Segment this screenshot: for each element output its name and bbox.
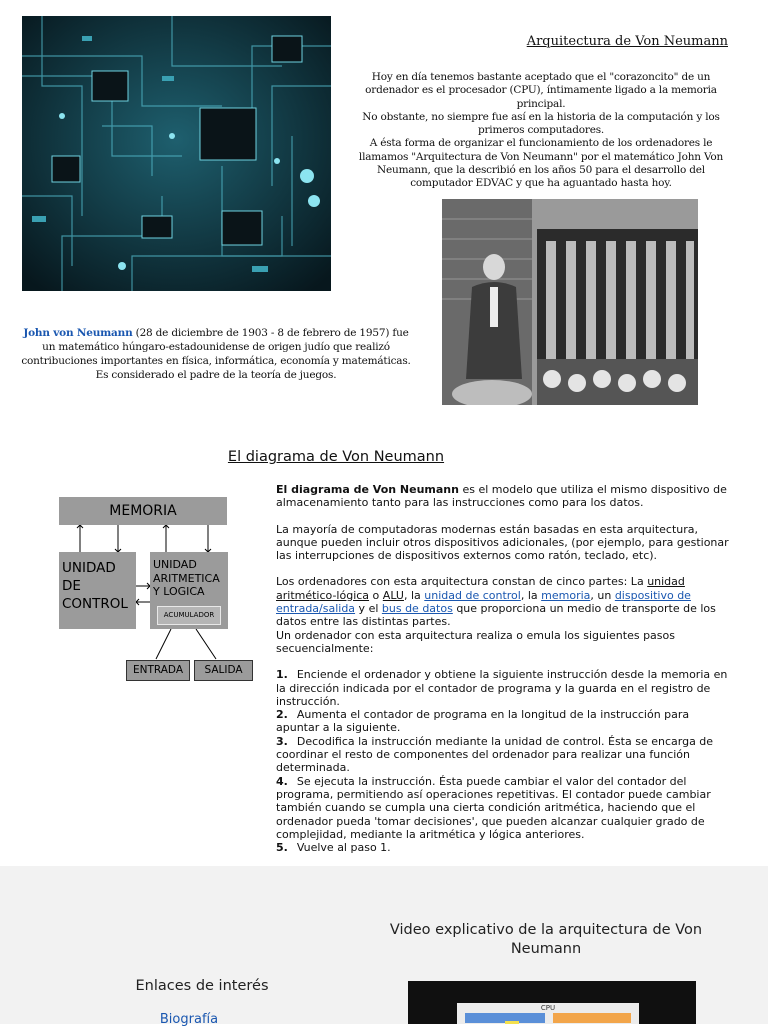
unidad-control-label: UNIDAD DE CONTROL	[62, 560, 128, 612]
links-title: Enlaces de interés	[135, 978, 269, 994]
step-number: 4.	[276, 774, 288, 788]
step-item	[276, 775, 731, 841]
step-number: 5.	[276, 841, 288, 855]
page-title: Arquitectura de Von Neumann	[526, 34, 728, 49]
video-player[interactable]	[408, 981, 696, 1024]
von-neumann-diagram	[56, 492, 256, 687]
salida-box	[194, 660, 253, 681]
step-text: Se ejecuta la instrucción. Ésta puede cambiar el valor del contador del programa, permitiendo así operaciones repetitivas. El contador puede cambiar también cuando se cumpla una cierta condición aritmética, haciendo que el ordenador pueda 'tomar decisiones', que pueden alcanzar cualquier grado de complejidad, mediante la aritmética y lógica anteriores.	[276, 774, 711, 841]
acumulador-box	[157, 606, 221, 625]
alu-box	[150, 552, 228, 629]
description-lead-bold: El diagrama de Von Neumann	[276, 483, 459, 496]
alu-abbrev: ALU	[382, 588, 404, 602]
step-number: 2.	[276, 708, 288, 722]
step-item	[276, 668, 731, 708]
video-box-orange	[553, 1013, 631, 1023]
steps-list	[276, 668, 731, 854]
step-text: Aumenta el contador de programa en la longitud de la instrucción para apuntar a la siguiente.	[276, 708, 690, 735]
unidad-de-control-link[interactable]: unidad de control	[424, 588, 521, 602]
john-von-neumann-link[interactable]: John von Neumann	[23, 327, 133, 339]
alu-label: UNIDAD ARITMETICA Y LOGICA	[153, 558, 220, 598]
unidad-control-box	[59, 552, 136, 629]
bus-de-datos-link[interactable]: bus de datos	[381, 602, 453, 616]
video-thumbnail	[457, 1003, 639, 1024]
text-segment: Los ordenadores con esta arquitectura constan de cinco partes: La	[276, 575, 648, 589]
entrada-label: ENTRADA	[132, 664, 184, 676]
description-paragraph-1	[276, 483, 731, 510]
intro-paragraph-3: A ésta forma de organizar el funcionamiento de los ordenadores le llamamos "Arquitectura de Von Neumann" por el matemático John Von Neumann, que la describió en los años 50 para el desarrollo del computador EDVAC y que ha aguantado hasta hoy.	[358, 137, 724, 190]
description-paragraph-3	[276, 575, 731, 628]
text-segment: , la	[520, 588, 542, 602]
description-paragraph-2: La mayoría de computadoras modernas están basadas en esta arquitectura, aunque pueden incluir otros dispositivos adicionales, (por ejemplo, para gestionar las interrupciones de dispositivos externos como ratón, teclado, etc).	[276, 522, 729, 563]
intro-text	[346, 71, 736, 191]
step-text: Decodifica la instrucción mediante la unidad de control. Ésta se encarga de coordinar el resto de componentes del ordenador para realizar una función determinada.	[276, 734, 714, 775]
text-segment: , la	[403, 588, 425, 602]
description-paragraph-4: Un ordenador con esta arquitectura realiza o emula los siguientes pasos secuencialmente:	[276, 628, 675, 655]
text-segment: o	[369, 588, 383, 602]
entrada-box	[126, 660, 190, 681]
step-item	[276, 735, 731, 775]
video-title: Video explicativo de la arquitectura de Von Neumann	[389, 922, 703, 957]
text-segment: y el	[355, 602, 382, 616]
salida-label: SALIDA	[204, 664, 243, 676]
dispositivo-entrada-salida-link[interactable]: dispositivo de entrada/salida	[276, 588, 691, 616]
bio-text	[20, 326, 412, 382]
von-neumann-photo	[442, 199, 698, 405]
text-segment: que proporciona un medio de transporte de los datos entre las distintas partes.	[276, 602, 716, 629]
biografia-link[interactable]: Biografía	[159, 1012, 219, 1027]
text-segment: , un	[590, 588, 615, 602]
acumulador-label: ACUMULADOR	[163, 611, 215, 619]
video-cpu-label: CPU	[540, 1004, 556, 1012]
intro-paragraph-2: No obstante, no siempre fue así en la historia de la computación y los primeros computadores.	[362, 110, 720, 137]
description-lead-text: es el modelo que utiliza el mismo dispositivo de almacenamiento tanto para las instrucciones como para los datos.	[276, 483, 727, 510]
bio-body: (28 de diciembre de 1903 - 8 de febrero de 1957) fue un matemático húngaro-estadounidense de origen judío que realizó contribuciones importantes en física, informática, economía y matemáticas. Es considerado el padre de la teoría de juegos.	[21, 327, 411, 381]
step-item	[276, 708, 731, 735]
memoria-box	[59, 497, 227, 525]
diagram-description	[276, 483, 731, 854]
step-number: 1.	[276, 668, 288, 682]
diagram-title: El diagrama de Von Neumann	[227, 449, 445, 465]
memoria-label: MEMORIA	[109, 503, 177, 519]
alu-term: unidad aritmético-lógica	[276, 575, 685, 602]
step-text: Vuelve al paso 1.	[296, 841, 391, 855]
step-number: 3.	[276, 734, 288, 748]
circuit-board-image	[22, 16, 331, 291]
intro-paragraph-1: Hoy en día tenemos bastante aceptado que el "corazoncito" de un ordenador es el procesador (CPU), íntimamente ligado a la memoria principal.	[365, 71, 717, 110]
memoria-link[interactable]: memoria	[541, 588, 591, 602]
step-text: Enciende el ordenador y obtiene la siguiente instrucción desde la memoria en la dirección indicada por el contador de programa y la guarda en el registro de instrucción.	[276, 668, 728, 708]
step-item	[276, 841, 731, 854]
